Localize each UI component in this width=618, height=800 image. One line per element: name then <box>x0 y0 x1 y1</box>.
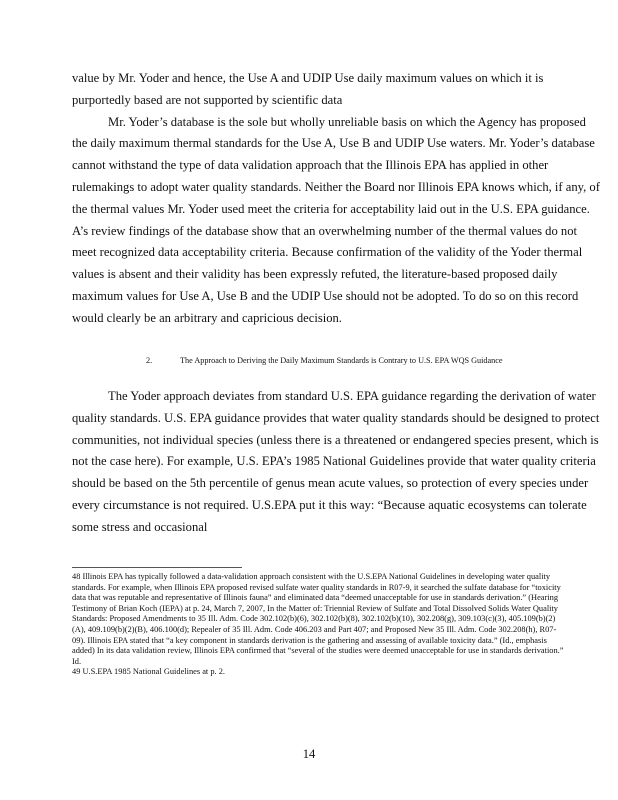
paragraph-guidance: The Yoder approach deviates from standard U.S. EPA guidance regarding the derivation of water quality standards. U.S. EPA guidance provides that water quality standards should be designed to protect communities, not individual species (unless there is a threatened or endangered species present, which is not the case here). For example, U.S. EPA’s 1985 National Guidelines provide that water quality criteria should be based on the 5th percentile of genus mean acute values, so protection of every species under every circumstance is not required. U.S.EPA put it this way: “Because aquatic ecosystems can tolerate some stress and occasional <box>72 389 600 534</box>
section-heading-text: The Approach to Deriving the Daily Maximum Standards is Contrary to U.S. EPA WQS Guidance <box>180 356 503 365</box>
page-number: 14 <box>302 747 316 761</box>
footnote-49: 49 U.S.EPA 1985 National Guidelines at p. 2. <box>72 667 225 677</box>
paragraph-database: Mr. Yoder’s database is the sole but wholly unreliable basis on which the Agency has proposed the daily maximum thermal standards for the Use A, Use B and UDIP Use waters. Mr. Yoder’s database cannot withstand the type of data validation approach that the Illinois EPA has applied in other rulemakings to adopt water quality standards. Neither the Board nor Illinois EPA knows which, if any, of the thermal values Mr. Yoder used meet the criteria for acceptability laid out in the U.S. EPA guidance. A’s review findings of the database show that an overwhelming number of the thermal values do not meet recognized data acceptability criteria. Because confirmation of the validity of the Yoder thermal values is absent and their validity has been expressly refuted, the literature-based proposed daily maximum values for Use A, Use B and the UDIP Use should not be adopted. To do so on this record would clearly be an arbitrary and capricious decision. <box>72 114 600 325</box>
footnote-48: 48 Illinois EPA has typically followed a data-validation approach consistent with the U.S.EPA National Guidelines in developing water quality standards. For example, when Illinois EPA proposed revised sulfate water quality standards in R07-9, it searched the sulfate database for “toxicity data that was reputable and representative of Illinois fauna” and eliminated data “deemed unacceptable for use in standards derivation.” (Hearing Testimony of Brian Koch (IEPA) at p. 24, March 7, 2007, In the Matter of: Triennial Review of Sulfate and Total Dissolved Solids Water Quality Standards: Proposed Amendments to 35 Ill. Adm. Code 302.102(b)(6), 302.102(b)(8), 302.102(b)(10), 302.208(g), 309.103(c)(3), 405.109(b)(2)(A), 409.109(b)(2)(B), 406.100(d); Repealer of 35 Ill. Adm. Code 406.203 and Part 407; and Proposed New 35 Ill. Adm. Code 302.208(h), R07-09). Illinois EPA stated that “a key component in standards derivation is the gathering and assessing of available toxicity data.” (Id., emphasis added) In its data validation review, Illinois EPA confirmed that “several of the studies were deemed unacceptable for use in standards derivation.” Id. <box>72 572 564 666</box>
body-text-bottom <box>72 386 602 539</box>
footnote-separator <box>72 567 242 568</box>
body-text-top <box>72 68 602 330</box>
section-heading-number: 2. <box>146 356 153 365</box>
paragraph-continued: value by Mr. Yoder and hence, the Use A and UDIP Use daily maximum values on which it is purportedly based are not supported by scientific data <box>72 71 544 107</box>
footnotes <box>72 572 567 678</box>
section-heading <box>146 355 526 367</box>
